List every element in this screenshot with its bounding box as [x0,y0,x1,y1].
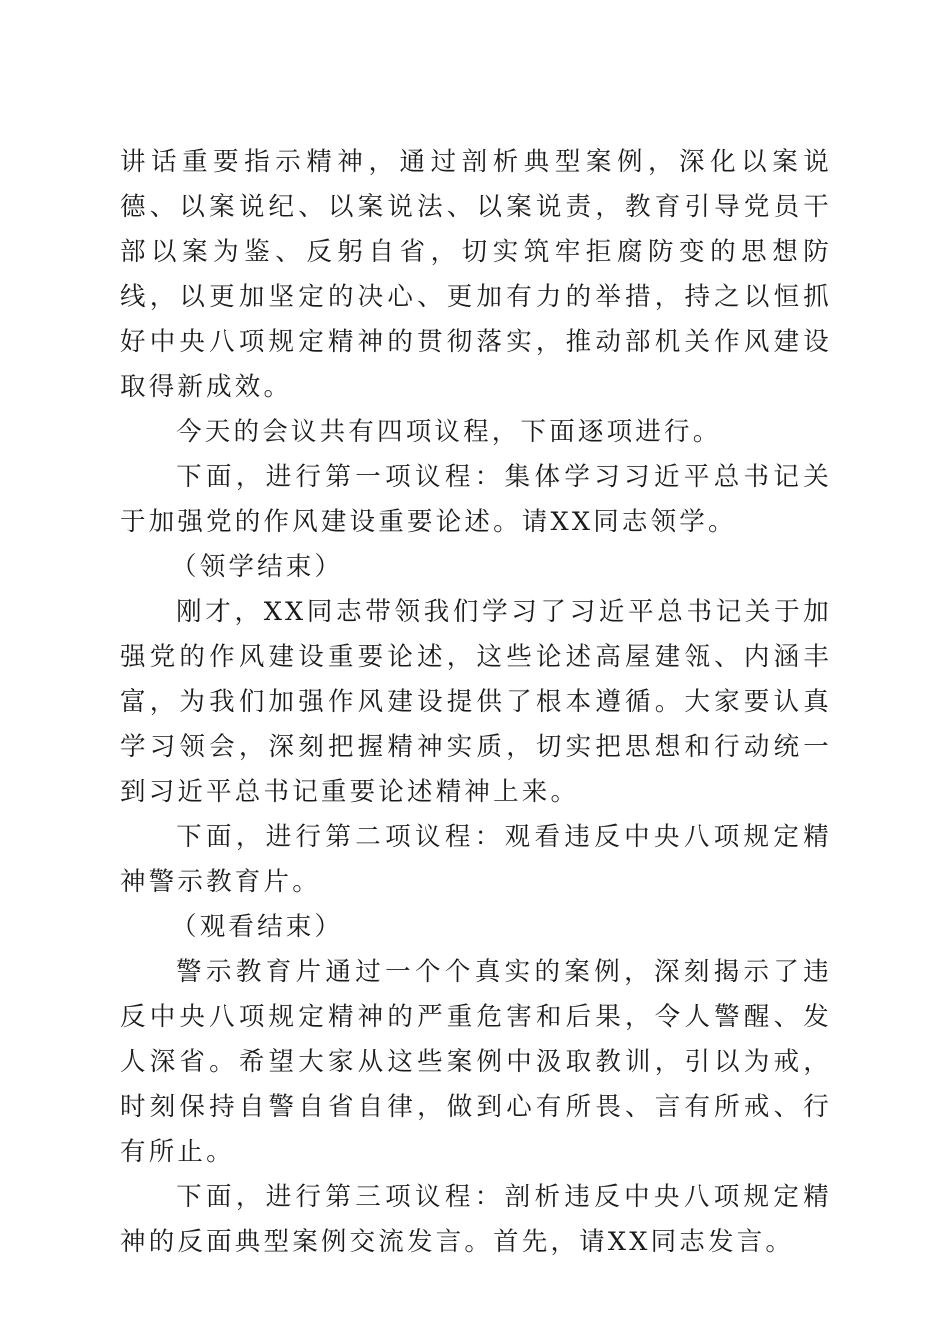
document-body [120,140,832,1265]
paragraph-film-summary: 警示教育片通过一个个真实的案例，深刻揭示了违反中央八项规定精神的严重危害和后果，令人警醒、发人深省。希望大家从这些案例中汲取教训，引以为戒，时刻保持自警自省自律，做到心有所畏、言有所戒、行有所止。 [120,957,832,1167]
paragraph-agenda-item-2: 下面，进行第二项议程：观看违反中央八项规定精神警示教育片。 [120,822,832,897]
paragraph-speech-continuation: 讲话重要指示精神，通过剖析典型案例，深化以案说德、以案说纪、以案说法、以案说责，教育引导党员干部以案为鉴、反躬自省，切实筑牢拒腐防变的思想防线，以更加坚定的决心、更加有力的举措，持之以恒抓好中央八项规定精神的贯彻落实，推动部机关作风建设取得新成效。 [120,147,832,402]
stage-note-study-end: （领学结束） [171,552,344,582]
paragraph-agenda-item-3: 下面，进行第三项议程：剖析违反中央八项规定精神的反面典型案例交流发言。首先，请XX同志发言。 [120,1182,832,1257]
stage-note-viewing-end: （观看结束） [171,912,344,942]
paragraph-agenda-item-1: 下面，进行第一项议程：集体学习习近平总书记关于加强党的作风建设重要论述。请XX同志领学。 [120,462,832,537]
paragraph-study-summary: 刚才，XX同志带领我们学习了习近平总书记关于加强党的作风建设重要论述，这些论述高屋建瓴、内涵丰富，为我们加强作风建设提供了根本遵循。大家要认真学习领会，深刻把握精神实质，切实把思想和行动统一到习近平总书记重要论述精神上来。 [120,597,832,807]
paragraph-agenda-overview: 今天的会议共有四项议程，下面逐项进行。 [176,417,722,447]
